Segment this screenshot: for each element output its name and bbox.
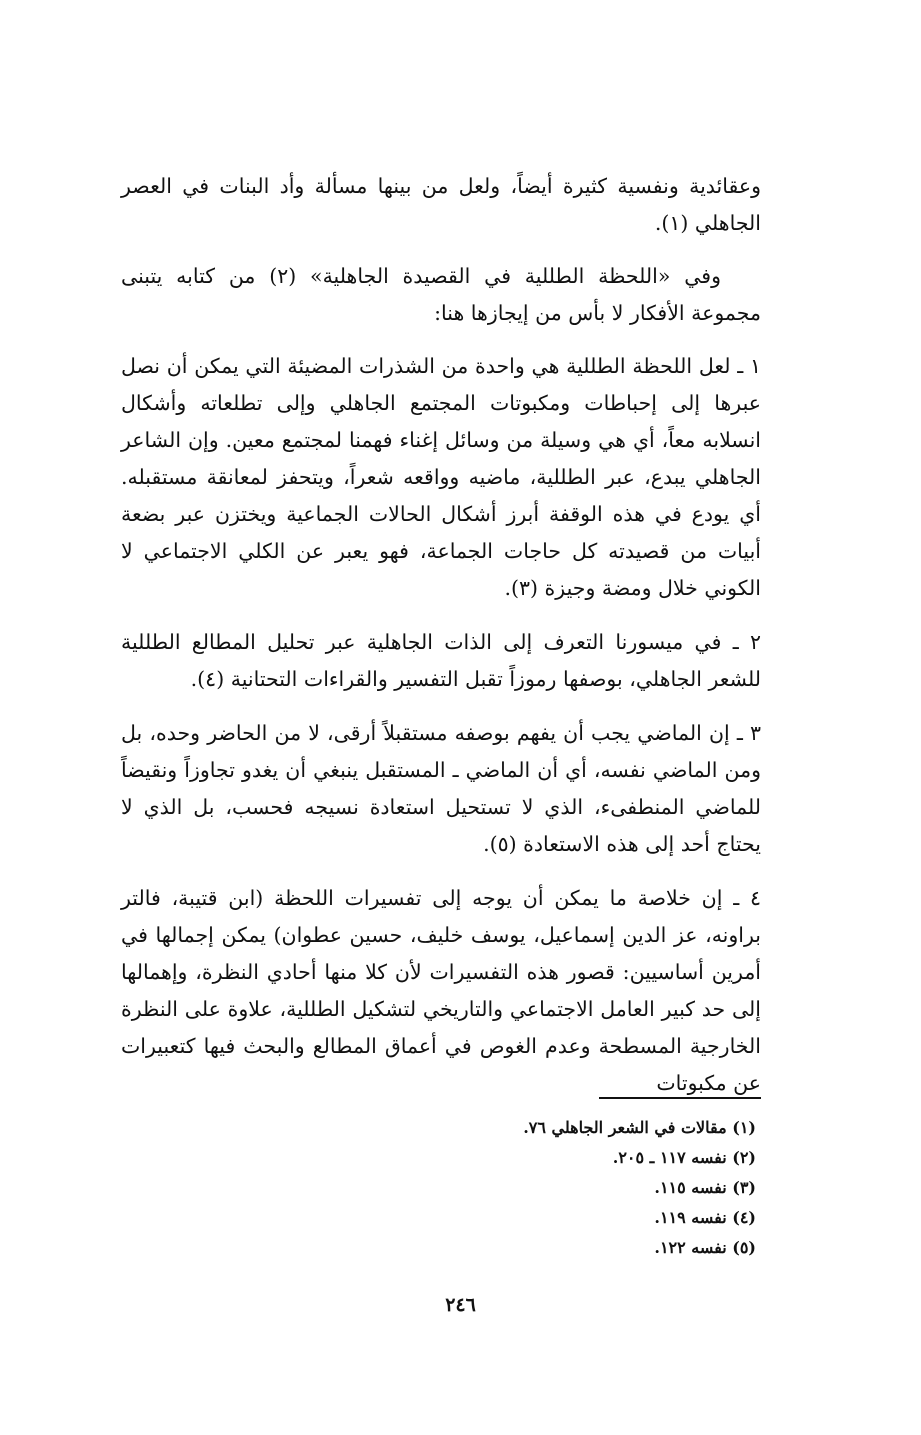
- paragraph-intro: وفي «اللحظة الطللية في القصيدة الجاهلية» (٢) من كتابه يتبنى مجموعة الأفكار لا بأس من إيجازها هنا:: [121, 264, 761, 325]
- list-item-3: ٣ ـ إن الماضي يجب أن يفهم بوصفه مستقبلاً أرقى، لا من الحاضر وحده، بل ومن الماضي نفسه، أي أن الماضي ـ المستقبل ينبغي أن يغدو تجاوزاً ونقيضاً للماضي المنطفىء، الذي لا تستحيل استعادة نسيجه فحسب، بل الذي لا يحتاج أحد إلى هذه الاستعادة (٥).: [121, 721, 761, 856]
- numbered-list: [121, 348, 761, 1102]
- list-item-2: ٢ ـ في ميسورنا التعرف إلى الذات الجاهلية عبر تحليل المطالع الطللية للشعر الجاهلي، بوصفها رموزاً تقبل التفسير والقراءات التحتانية (٤).: [121, 630, 761, 691]
- footnote-1: (١) مقالات في الشعر الجاهلي ٧٦.: [523, 1118, 756, 1137]
- footnote-4: (٤) نفسه ١١٩.: [654, 1208, 756, 1227]
- footnote-3: (٣) نفسه ١١٥.: [654, 1178, 756, 1197]
- main-text: [121, 168, 761, 1119]
- footnotes: [196, 1113, 756, 1263]
- page-number: ٢٤٦: [445, 1294, 476, 1316]
- footnote-separator: [599, 1097, 761, 1099]
- list-item-1: ١ ـ لعل اللحظة الطللية هي واحدة من الشذرات المضيئة التي يمكن أن نصل عبرها إلى إحباطات ومكبوتات المجتمع الجاهلي وإلى تطلعاته وأشكال انسلابه معاً، أي هي وسيلة من وسائل إغناء فهمنا لمجتمع معين. وإن الشاعر الجاهلي يبدع، عبر الطللية، ماضيه وواقعه شعراً، ويتحفز لمعانقة مستقبله. أي يودع في هذه الوقفة أبرز أشكال الحالات الجماعية ويختزن عبر بضعة أبيات من قصيدته كل حاجات الجماعة، فهو يعبر عن الكلي الاجتماعي لا الكوني خلال ومضة وجيزة (٣).: [121, 354, 761, 600]
- footnote-2: (٢) نفسه ١١٧ ـ ٢٠٥.: [612, 1148, 756, 1167]
- paragraph-continuation: وعقائدية ونفسية كثيرة أيضاً، ولعل من بينها مسألة وأد البنات في العصر الجاهلي (١).: [121, 174, 761, 235]
- list-item-4: ٤ ـ إن خلاصة ما يمكن أن يوجه إلى تفسيرات اللحظة (ابن قتيبة، فالتر براونه، عز الدين إسماعيل، يوسف خليف، حسين عطوان) يمكن إجمالها في أمرين أساسيين: قصور هذه التفسيرات لأن كلا منها أحادي النظرة، وإهمالها إلى حد كبير العامل الاجتماعي والتاريخي لتشكيل الطللية، علاوة على النظرة الخارجية المسطحة وعدم الغوص في أعماق المطالع والبحث فيها كتعبيرات عن مكبوتات: [121, 886, 761, 1095]
- footnote-5: (٥) نفسه ١٢٢.: [654, 1238, 756, 1257]
